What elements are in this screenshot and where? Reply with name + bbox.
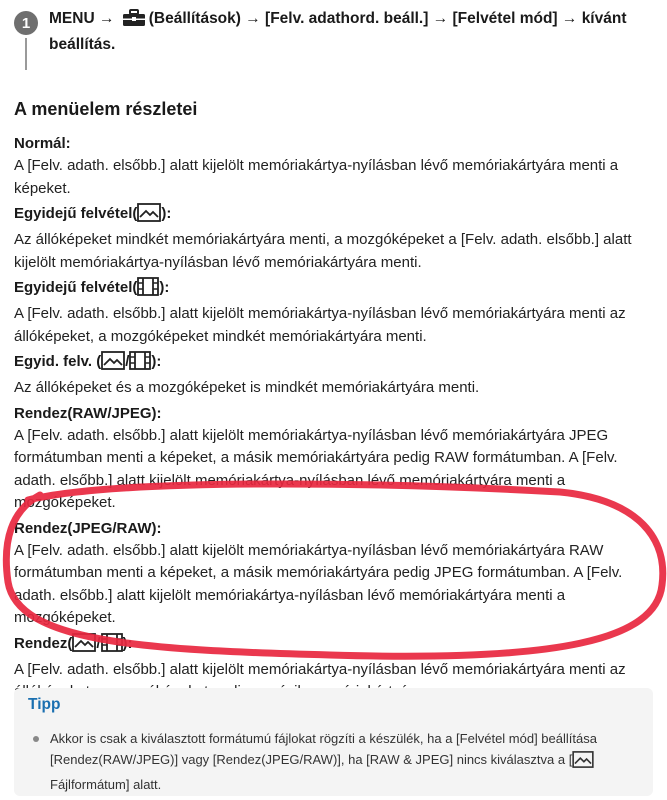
item-desc-simult-both: Az állóképeket és a mozgóképeket is mindkét memóriakártyára menti. <box>14 379 480 396</box>
movie-film-icon <box>101 633 123 659</box>
bullet-icon <box>33 736 39 742</box>
term-suffix: ): <box>161 205 172 222</box>
tip-text-end: Fájlformátum] alatt. <box>50 777 162 792</box>
step-menu-label: MENU → <box>49 10 115 27</box>
item-term-simult-both <box>14 351 654 377</box>
item-term-simult-movie <box>14 277 654 303</box>
item-term-sort-jpeg-raw: Rendez(JPEG/RAW): <box>14 519 162 537</box>
section-title: A menüelem részletei <box>14 99 198 119</box>
step-1 <box>14 8 654 56</box>
item-desc-simult-still: Az állóképeket mindkét memóriakártyára menti, a mozgóképeket a [Felv. adath. elsőbb.] alatt kijelölt memóriakártya-nyílásban lévő memóriakártyára menti. <box>14 231 632 271</box>
still-image-icon <box>72 633 96 659</box>
tip-box <box>14 688 653 796</box>
step-path-text: (Beállítások) → [Felv. adathord. beáll.] → [Felvétel mód] → kívánt beállítás. <box>49 10 627 53</box>
item-term-normal: Normál: <box>14 135 71 152</box>
still-image-icon <box>101 351 125 377</box>
item-desc-sort-raw-jpeg: A [Felv. adath. elsőbb.] alatt kijelölt memóriakártya-nyílásban lévő memóriakártyára JPEG formátumban menti a képeket, a másik memóriakártyára pedig RAW formátumban. A [Felv. adath. elsőbb.] alatt kijelölt memóriakártya-nyílásban lévő memóriakártyára menti a mozgóképeket. <box>14 426 618 511</box>
term-prefix: Egyid. felv. ( <box>14 353 102 370</box>
term-prefix: Egyidejű felvétel( <box>14 279 138 296</box>
movie-film-icon <box>129 351 151 377</box>
step-instruction <box>49 8 654 56</box>
item-term-sort-still-movie <box>14 633 654 659</box>
tip-title: Tipp <box>28 696 61 713</box>
item-desc-sort-still-movie: A [Felv. adath. elsőbb.] alatt kijelölt memóriakártya-nyílásban lévő memóriakártyára menti az <box>14 660 626 678</box>
term-prefix: Rendez( <box>14 634 73 652</box>
item-desc-simult-movie: A [Felv. adath. elsőbb.] alatt kijelölt memóriakártya-nyílásban lévő memóriakártyára menti az állóképeket, a mozgóképeket mindkét memóriakártyára menti. <box>14 305 626 345</box>
toolbox-icon <box>122 9 146 34</box>
tip-text-start: Akkor is csak a kiválasztott formátumú fájlokat rögzíti a készülék, ha a [Felvétel mód] beállítása [Rendez(RAW/JPEG)] vagy [Rendez(JPEG/RAW)], ha [RAW & JPEG] nincs kiválasztva a [ <box>50 731 597 767</box>
item-desc-normal: A [Felv. adath. elsőbb.] alatt kijelölt memóriakártya-nyílásban lévő memóriakártyára menti a képeket. <box>14 157 619 197</box>
step-connector-line <box>25 38 27 70</box>
still-image-icon <box>572 751 594 774</box>
movie-film-icon <box>137 277 159 303</box>
term-prefix: Egyidejű felvétel( <box>14 205 138 222</box>
tip-body <box>50 728 640 795</box>
term-separator: / <box>96 634 101 652</box>
term-suffix: ): <box>122 634 133 652</box>
item-term-sort-raw-jpeg: Rendez(RAW/JPEG): <box>14 404 162 422</box>
item-term-simult-still <box>14 203 654 229</box>
term-suffix: ): <box>151 353 162 370</box>
item-desc-sort-jpeg-raw: A [Felv. adath. elsőbb.] alatt kijelölt memóriakártya-nyílásban lévő memóriakártyára RAW formátumban menti a képeket, a másik memóriakártyára pedig JPEG formátumban. A [Felv. adath. elsőbb.] alatt kijelölt memóriakártya-nyílásban lévő memóriakártyára menti a mozgóképeket. <box>14 541 623 626</box>
term-suffix: ): <box>159 279 170 296</box>
step-number-badge: 1 <box>14 11 38 35</box>
menu-details-section <box>14 96 654 707</box>
term-separator: / <box>125 353 130 370</box>
still-image-icon <box>137 203 161 229</box>
